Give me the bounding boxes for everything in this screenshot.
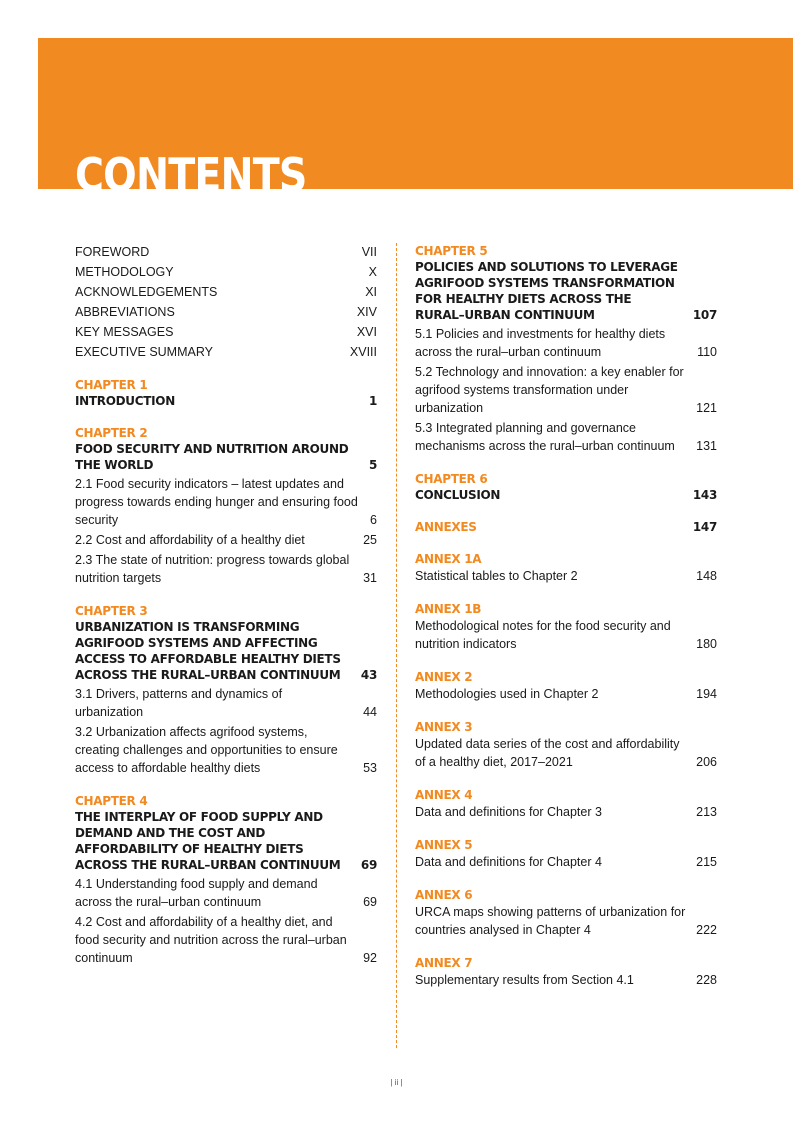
chapter-label: CHAPTER 5 <box>415 244 488 258</box>
annex-label: ANNEX 3 <box>415 720 473 734</box>
chapter-title: URBANIZATION IS TRANSFORMING AGRIFOOD SYSTEMS AND AFFECTING ACCESS TO AFFORDABLE HEALTHY DIETS ACROSS THE RURAL–URBAN CONTINUUM <box>75 620 341 682</box>
annex-label: ANNEX 1B <box>415 602 482 616</box>
section-entry[interactable] <box>75 723 377 777</box>
annex-label: ANNEX 2 <box>415 670 473 684</box>
chapter-page: 107 <box>692 308 717 322</box>
section-title: 4.1 Understanding food supply and demand across the rural–urban continuum <box>75 877 318 909</box>
entry-page: X <box>368 265 377 279</box>
section-title: 3.2 Urbanization affects agrifood systems, creating challenges and opportunities to ensure access to affordable healthy diets <box>75 725 338 775</box>
annex-page: 222 <box>696 923 717 937</box>
chapter-label: CHAPTER 4 <box>75 794 148 808</box>
section-page: 53 <box>363 761 377 775</box>
annex-4 <box>415 787 717 821</box>
section-title: 5.3 Integrated planning and governance mechanisms across the rural–urban continuum <box>415 421 675 453</box>
chapter-page: 69 <box>360 858 377 872</box>
chapter-1 <box>75 377 377 409</box>
toc-entry-acknowledgements[interactable] <box>75 283 377 301</box>
entry-title: ACKNOWLEDGEMENTS <box>75 285 218 299</box>
annex-1b <box>415 601 717 653</box>
page-title: CONTENTS <box>75 148 307 202</box>
annex-page: 180 <box>696 637 717 651</box>
chapter-label: CHAPTER 6 <box>415 472 488 486</box>
annex-5 <box>415 837 717 871</box>
column-divider <box>396 243 397 1048</box>
chapter-title: INTRODUCTION <box>75 394 175 408</box>
chapter-4 <box>75 793 377 967</box>
annex-page: 206 <box>696 755 717 769</box>
annex-entry[interactable] <box>415 971 717 989</box>
chapter-6 <box>415 471 717 503</box>
section-title: 5.1 Policies and investments for healthy diets across the rural–urban continuum <box>415 327 666 359</box>
entry-page: XIV <box>356 305 377 319</box>
chapter-title: THE INTERPLAY OF FOOD SUPPLY AND DEMAND AND THE COST AND AFFORDABILITY OF HEALTHY DIETS ACROSS THE RURAL–URBAN CONTINUUM <box>75 810 341 872</box>
annex-1a <box>415 551 717 585</box>
annex-3 <box>415 719 717 771</box>
section-title: 2.1 Food security indicators – latest updates and progress towards ending hunger and ensuring food security <box>75 477 358 527</box>
annex-entry[interactable] <box>415 803 717 821</box>
toc-entry-key-messages[interactable] <box>75 323 377 341</box>
section-page: 110 <box>697 345 717 359</box>
header-banner <box>38 38 793 202</box>
annex-7 <box>415 955 717 989</box>
entry-title: EXECUTIVE SUMMARY <box>75 345 213 359</box>
chapter-page: 143 <box>692 488 717 502</box>
annex-page: 194 <box>696 687 717 701</box>
entry-page: XVI <box>356 325 377 339</box>
entry-page: XI <box>365 285 377 299</box>
annex-title: Methodologies used in Chapter 2 <box>415 687 599 701</box>
section-title: 2.2 Cost and affordability of a healthy diet <box>75 533 305 547</box>
toc-entry-methodology[interactable] <box>75 263 377 281</box>
entry-title: METHODOLOGY <box>75 265 174 279</box>
chapter-title-entry[interactable] <box>75 619 377 683</box>
section-title: 3.1 Drivers, patterns and dynamics of urbanization <box>75 687 283 719</box>
section-title: 4.2 Cost and affordability of a healthy diet, and food security and nutrition across the rural–urban continuum <box>75 915 347 965</box>
annex-entry[interactable] <box>415 735 717 771</box>
entry-page: VII <box>361 245 377 259</box>
entry-title: KEY MESSAGES <box>75 325 174 339</box>
annex-title: Data and definitions for Chapter 3 <box>415 805 602 819</box>
toc-entry-executive-summary[interactable] <box>75 343 377 361</box>
annex-title: URCA maps showing patterns of urbanization for countries analysed in Chapter 4 <box>415 905 686 937</box>
section-entry[interactable] <box>75 913 377 967</box>
annex-title: Methodological notes for the food security and nutrition indicators <box>415 619 671 651</box>
annex-label: ANNEX 4 <box>415 788 473 802</box>
section-title: 2.3 The state of nutrition: progress towards global nutrition targets <box>75 553 350 585</box>
section-page: 44 <box>363 705 377 719</box>
entry-title: ABBREVIATIONS <box>75 305 175 319</box>
section-title: 5.2 Technology and innovation: a key enabler for agrifood systems transformation under urbanization <box>415 365 684 415</box>
annex-entry[interactable] <box>415 685 717 703</box>
toc-entry-foreword[interactable] <box>75 243 377 261</box>
annex-2 <box>415 669 717 703</box>
annex-page: 215 <box>696 855 717 869</box>
chapter-label: CHAPTER 1 <box>75 378 148 392</box>
annex-page: 228 <box>696 973 717 987</box>
chapter-label: CHAPTER 3 <box>75 604 148 618</box>
section-entry[interactable] <box>75 685 377 721</box>
annexes-page: 147 <box>692 520 717 534</box>
chapter-title: FOOD SECURITY AND NUTRITION AROUND THE WORLD <box>75 442 349 472</box>
annex-6 <box>415 887 717 939</box>
toc-left-column <box>75 243 377 967</box>
annex-title: Updated data series of the cost and affordability of a healthy diet, 2017–2021 <box>415 737 680 769</box>
section-entry[interactable] <box>75 475 377 529</box>
annexes-title: ANNEXES <box>415 520 477 534</box>
annex-entry[interactable] <box>415 853 717 871</box>
annex-title: Supplementary results from Section 4.1 <box>415 973 634 987</box>
section-entry[interactable] <box>75 551 377 587</box>
toc-entry-abbreviations[interactable] <box>75 303 377 321</box>
annex-title: Data and definitions for Chapter 4 <box>415 855 602 869</box>
chapter-title-entry[interactable] <box>415 487 717 503</box>
entry-title: FOREWORD <box>75 245 150 259</box>
section-page: 69 <box>363 895 377 909</box>
annex-entry[interactable] <box>415 903 717 939</box>
section-page: 6 <box>370 513 377 527</box>
annexes-heading <box>415 519 717 535</box>
annex-label: ANNEX 1A <box>415 552 482 566</box>
annex-label: ANNEX 6 <box>415 888 473 902</box>
page-number: | ii | <box>390 1078 403 1087</box>
chapter-title-entry[interactable] <box>75 809 377 873</box>
section-entry[interactable] <box>75 531 377 549</box>
chapter-page: 5 <box>368 458 377 472</box>
toc-right-column <box>415 243 717 989</box>
section-page: 92 <box>363 951 377 965</box>
section-page: 31 <box>363 571 377 585</box>
chapter-label: CHAPTER 2 <box>75 426 148 440</box>
section-page: 131 <box>696 439 717 453</box>
annex-label: ANNEX 5 <box>415 838 473 852</box>
chapter-title-entry[interactable] <box>75 393 377 409</box>
chapter-5 <box>415 243 717 455</box>
chapter-page: 1 <box>368 394 377 408</box>
section-entry[interactable] <box>415 419 717 455</box>
annex-entry[interactable] <box>415 617 717 653</box>
section-entry[interactable] <box>415 325 717 361</box>
section-entry[interactable] <box>415 363 717 417</box>
chapter-3 <box>75 603 377 777</box>
chapter-2 <box>75 425 377 587</box>
chapter-title-entry[interactable] <box>415 259 717 323</box>
chapter-title: CONCLUSION <box>415 488 501 502</box>
annex-page: 148 <box>696 569 717 583</box>
annex-page: 213 <box>696 805 717 819</box>
annexes-heading-entry[interactable] <box>415 519 717 535</box>
front-matter <box>75 243 377 361</box>
chapter-title: POLICIES AND SOLUTIONS TO LEVERAGE AGRIFOOD SYSTEMS TRANSFORMATION FOR HEALTHY DIETS ACROSS THE RURAL–URBAN CONTINUUM <box>415 260 678 322</box>
annex-entry[interactable] <box>415 567 717 585</box>
chapter-page: 43 <box>360 668 377 682</box>
annex-title: Statistical tables to Chapter 2 <box>415 569 578 583</box>
chapter-title-entry[interactable] <box>75 441 377 473</box>
section-page: 25 <box>363 533 377 547</box>
section-entry[interactable] <box>75 875 377 911</box>
entry-page: XVIII <box>349 345 377 359</box>
section-page: 121 <box>696 401 717 415</box>
annex-label: ANNEX 7 <box>415 956 473 970</box>
